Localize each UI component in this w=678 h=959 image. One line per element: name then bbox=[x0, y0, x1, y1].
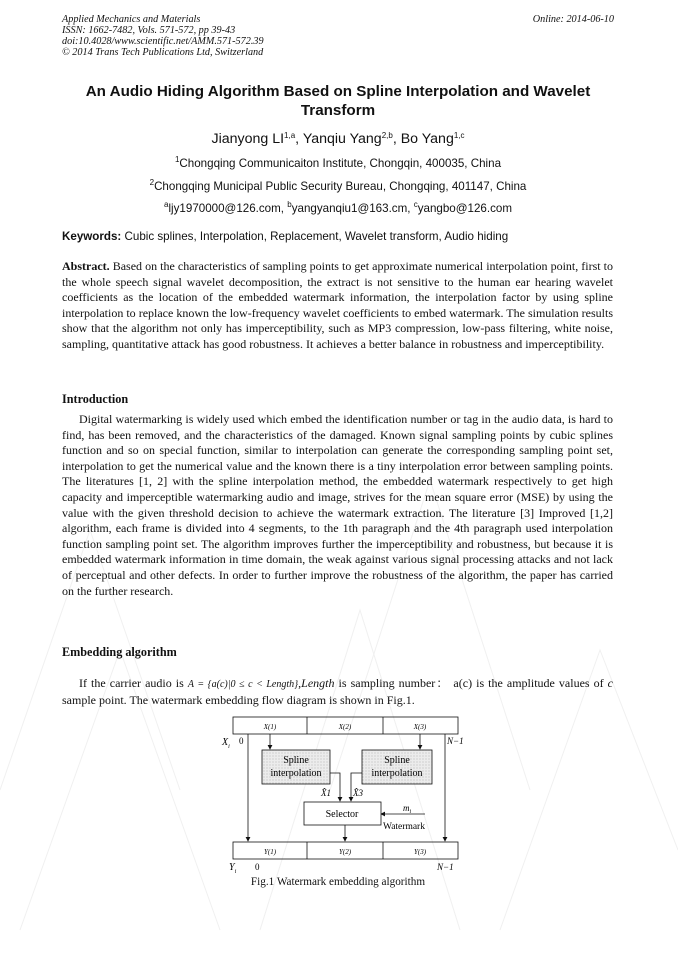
doi-line[interactable]: doi:10.4028/www.scientific.net/AMM.571-572.39 bbox=[62, 36, 264, 47]
author-list: Jianyong LI$^{1,a}$, Yanqiu Yang$^{2,b}$, Bo Yang$^{1,c}$ bbox=[211, 131, 465, 147]
author-name: Yanqiu Yang bbox=[302, 131, 382, 147]
carrier-formula: A = {a(c)|0 ≤ c < Length} bbox=[187, 679, 299, 690]
affiliation-2 bbox=[62, 180, 614, 193]
y-label: $Y_i$ bbox=[229, 862, 237, 873]
email-sup: b bbox=[287, 200, 292, 209]
top-zero-label: 0 bbox=[239, 736, 244, 746]
x-label: $X_i$ bbox=[222, 737, 230, 750]
author-sup: 1,a bbox=[284, 131, 296, 140]
journal-header bbox=[62, 14, 264, 58]
paper-title: An Audio Hiding Algorithm Based on Spline Interpolation and Wavelet Transform bbox=[85, 83, 591, 119]
bottom-zero-label: 0 bbox=[255, 862, 260, 872]
copyright-line: © 2014 Trans Tech Publications Ltd, Switzerland bbox=[62, 47, 264, 58]
online-date: Online: 2014-06-10 bbox=[532, 14, 614, 25]
email-link[interactable]: ljy1970000@126.com bbox=[168, 202, 281, 215]
section-heading-embedding: Embedding algorithm bbox=[62, 645, 177, 659]
abstract bbox=[62, 259, 613, 353]
top-cell-2: X(2) bbox=[338, 723, 352, 731]
embedding-text-post1: is sampling number： a(c) is the amplitude values of bbox=[334, 676, 608, 690]
journal-name: Applied Mechanics and Materials bbox=[62, 14, 201, 25]
author-sup: 1,c bbox=[453, 131, 465, 140]
top-cell-1: X(1) bbox=[263, 723, 277, 731]
section-heading-introduction: Introduction bbox=[62, 392, 129, 406]
email-sup: a bbox=[164, 200, 169, 209]
watermark-label: Watermark bbox=[383, 822, 425, 832]
email-list: $^a$ljy1970000@126.com, $^b$yangyanqiu1@163.cm, $^c$yangbo@126.com bbox=[164, 200, 512, 215]
abstract-label: Abstract. bbox=[62, 259, 110, 273]
issn-line: ISSN: 1662-7482, Vols. 571-572, pp 39-43 bbox=[62, 25, 236, 36]
affiliation-1 bbox=[62, 157, 614, 170]
affiliation-sup: 2 bbox=[149, 178, 155, 187]
embedding-text-post2: sample point. The watermark embedding flow diagram is shown in Fig.1. bbox=[62, 692, 415, 707]
introduction-text: Digital watermarking is widely used which embed the identification number or tag in the audio data, is hard to find, has been removed, and the characteristics of the damaged. Known signal sampling points by cubic splines function and so on special function, similar to interpolation can generate the corresponding sampling point set, interpolation to get the numerical value and the known there is a tiny interpolation error between sampling points. The literatures [1, 2] with the spline interpolation method, the embedded watermark respectively to get high capacity and imperceptible watermarking audio and image, strives for the mean square error (MSE) by using the value with the given threshold decision to achieve the watermark extraction. The literature [3] Improved [1,2] algorithm, each frame is divided into 4 segments, to the 1th paragraph and the 4th paragraph used interpolation function sampling point set. The algorithm improves further the imperceptibility and robustness, but because it is embedded watermark information in time domain, the weak against various signal processing attacks and not lack of perceptual and other defects. In order to further improve the robustness of the algorithm, the paper has carried on the further research. bbox=[62, 412, 613, 598]
embedding-text: If the carrier audio is A = {a(c)|0 ≤ c < Length},Length is sampling number： a(c) is the amplitude values of c sample point. The watermark embedding flow diagram is shown in Fig.1. bbox=[62, 676, 613, 707]
length-word: Length bbox=[301, 676, 335, 690]
m-label: $m_i$ bbox=[403, 803, 412, 815]
keywords-text: Cubic splines, Interpolation, Replacement, Wavelet transform, Audio hiding bbox=[124, 230, 509, 243]
bottom-cell-1: Y(1) bbox=[263, 848, 277, 856]
bottom-cell-2: Y(2) bbox=[338, 848, 352, 856]
author-sup: 2,b bbox=[381, 131, 393, 140]
selector-label: Selector bbox=[325, 809, 359, 820]
keywords-label: Keywords: bbox=[62, 230, 122, 243]
affiliation-sup: 1 bbox=[174, 155, 180, 164]
top-n-label: N−1 bbox=[447, 736, 464, 746]
figure-caption: Fig.1 Watermark embedding algorithm bbox=[250, 876, 426, 888]
spline-left-line1: Spline bbox=[283, 755, 309, 766]
spline-left-line2: interpolation bbox=[270, 768, 322, 779]
xhat3-label: X̂3 bbox=[353, 788, 363, 798]
spline-right-line2: interpolation bbox=[371, 768, 423, 779]
bottom-n-label: N−1 bbox=[437, 862, 454, 872]
abstract-text: Based on the characteristics of sampling points to get approximate numerical interpolation point, first to the whole speech signal wavelet decomposition, the extract is not sensitive to the human ear hearing wavelet coefficients as the location of the embedded watermark information, the interpolation factor by using spline interpolation to replace known the low-frequency wavelet coefficients to embed watermark. The simulation results show that the algorithm not only has imperceptibility, such as MP3 compression, low-pass filtering, white noise, sampling, quantitative attack has good robustness. It achieves a better balance in robustness and imperceptibility. bbox=[62, 259, 614, 351]
top-cell-3: X(3) bbox=[413, 723, 427, 731]
email-sup: c bbox=[413, 200, 418, 209]
xhat1-label: X̂1 bbox=[321, 788, 331, 798]
email-link[interactable]: yangyanqiu1@163.cm bbox=[291, 202, 408, 215]
affiliation-text: Chongqing Municipal Public Security Bureau, Chongqing, 401147, China bbox=[154, 180, 527, 193]
author-name: Jianyong LI bbox=[211, 131, 285, 147]
embedding-text-pre: If the carrier audio is bbox=[79, 676, 184, 690]
keywords bbox=[62, 230, 622, 243]
spline-right-line1: Spline bbox=[384, 755, 410, 766]
email-link[interactable]: yangbo@126.com bbox=[417, 202, 512, 215]
author-name: Bo Yang bbox=[400, 131, 454, 147]
c-word: c bbox=[607, 676, 613, 690]
bottom-cell-3: Y(3) bbox=[413, 848, 427, 856]
embedding-flow-diagram bbox=[215, 713, 465, 873]
affiliation-text: Chongqing Communicaiton Institute, Chongqin, 400035, China bbox=[179, 157, 502, 170]
